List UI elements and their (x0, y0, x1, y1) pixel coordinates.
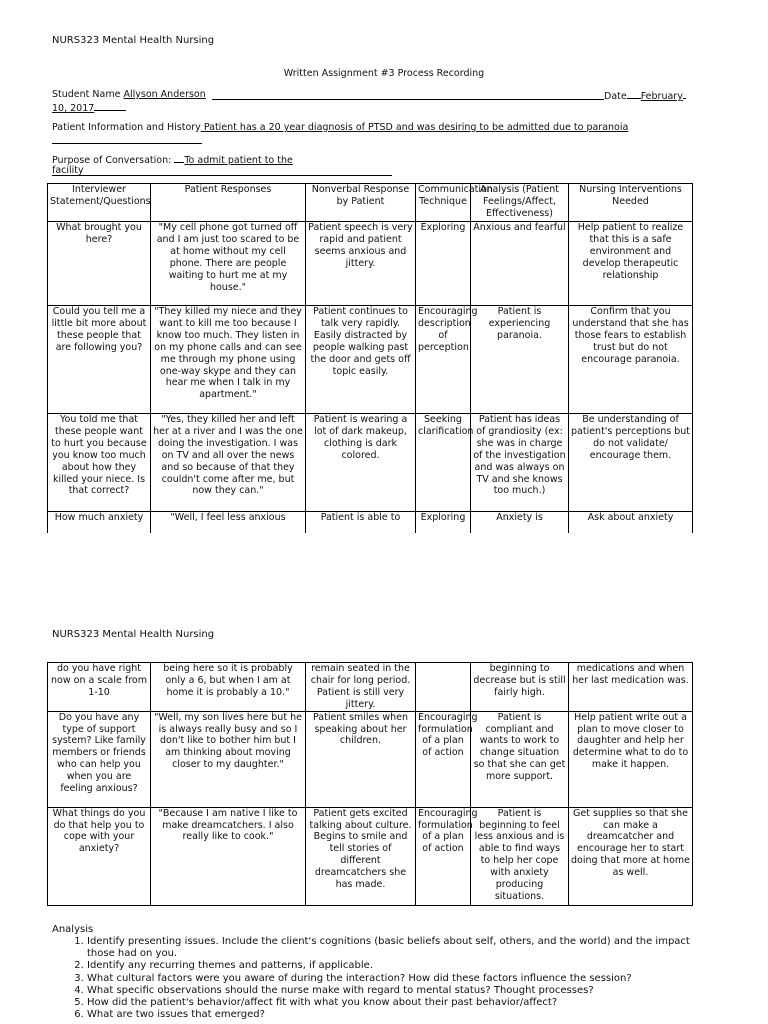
cell-interviewer: Do you have any type of support system? Like family members or friends who can help you when you are feeling anxious? (48, 711, 151, 807)
cell-patient-response: being here so it is probably only a 6, but when I am at home it is probably a 10." (151, 663, 306, 712)
cell-nonverbal: Patient gets excited talking about culture. Begins to smile and tell stories of different dreamcatchers she has made. (306, 807, 416, 905)
cell-analysis: Anxiety is (471, 512, 569, 542)
cell-intervention: Help patient write out a plan to move closer to daughter and help her determine what to do to make it happen. (569, 711, 693, 807)
cell-technique (416, 663, 471, 712)
cell-intervention: Help patient to realize that this is a safe environment and develop therapeutic relationship (569, 222, 693, 306)
table-header-row (48, 184, 693, 222)
cell-intervention: Be understanding of patient's perceptions but do not validate/ encourage them. (569, 414, 693, 512)
table-row (48, 807, 693, 905)
student-name-row (52, 89, 206, 100)
patient-info-value: Patient has a 20 year diagnosis of PTSD and was desiring to be admitted due to paranoia (200, 122, 629, 133)
cell-technique: Encouraging formulation of a plan of action (416, 807, 471, 905)
header-nonverbal: Nonverbal Response by Patient (306, 184, 416, 222)
cell-intervention: Ask about anxiety (569, 512, 693, 542)
cell-patient-response: "Well, I feel less anxious (151, 512, 306, 542)
analysis-item: 1. Identify presenting issues. Include the client's cognitions (basic beliefs about self, others, and the world) and the impact those had on you. (87, 936, 692, 960)
cell-nonverbal: Patient is able to (306, 512, 416, 542)
cell-intervention: Confirm that you understand that she has those fears to establish trust but do not encourage paranoia. (569, 306, 693, 414)
patient-info-underline (52, 143, 202, 144)
student-name-underline (212, 99, 604, 100)
table-row (48, 663, 693, 712)
cell-interviewer: How much anxiety (48, 512, 151, 542)
cell-analysis: Patient is experiencing paranoia. (471, 306, 569, 414)
date-row (604, 89, 686, 102)
header-patient-responses: Patient Responses (151, 184, 306, 222)
analysis-item: 5. How did the patient's behavior/affect fit with what you know about their past behavior/affect? (87, 997, 692, 1009)
header-technique: Communication Technique (416, 184, 471, 222)
table-row (48, 711, 693, 807)
cell-nonverbal: Patient continues to talk very rapidly. Easily distracted by people walking past the door and gets off topic easily. (306, 306, 416, 414)
cell-technique: Exploring (416, 222, 471, 306)
table-row (48, 414, 693, 512)
analysis-heading: Analysis (52, 924, 94, 935)
course-title: NURS323 Mental Health Nursing (52, 35, 215, 46)
cell-interviewer: do you have right now on a scale from 1-10 (48, 663, 151, 712)
cell-patient-response: "My cell phone got turned off and I am just too scared to be at home without my cell phone. There are people waiting to hurt me at my house." (151, 222, 306, 306)
cell-nonverbal: remain seated in the chair for long period. Patient is still very jittery. (306, 663, 416, 712)
cell-analysis: Anxious and fearful (471, 222, 569, 306)
cell-interviewer: What things do you do that help you to cope with your anxiety? (48, 807, 151, 905)
purpose-row (52, 153, 293, 166)
purpose-value-line2: facility (52, 165, 84, 176)
cell-technique: Seeking clarification (416, 414, 471, 512)
date-value-line1: February (640, 91, 683, 102)
analysis-list-container (52, 936, 692, 1021)
cell-analysis: Patient has ideas of grandiosity (ex: she was in charge of the investigation and was always on TV and she knows too much.) (471, 414, 569, 512)
cell-intervention: medications and when her last medication was. (569, 663, 693, 712)
date-row-2 (52, 101, 126, 114)
cell-patient-response: "Because I am native I like to make dreamcatchers. I also really like to cook." (151, 807, 306, 905)
date-value-line2: 10, 2017 (52, 103, 95, 114)
analysis-item: 2. Identify any recurring themes and patterns, if applicable. (87, 960, 692, 972)
cell-nonverbal: Patient speech is very rapid and patient seems anxious and jittery. (306, 222, 416, 306)
cell-nonverbal: Patient smiles when speaking about her children. (306, 711, 416, 807)
cell-analysis: beginning to decrease but is still fairly high. (471, 663, 569, 712)
patient-info-row (52, 122, 628, 133)
cell-patient-response: "They killed my niece and they want to kill me too because I know too much. They listen in on my phone calls and can see me through my phone using one-way skype and they can hear me when I talk in my apartment." (151, 306, 306, 414)
cell-nonverbal: Patient is wearing a lot of dark makeup, clothing is dark colored. (306, 414, 416, 512)
cell-technique: Encouraging formulation of a plan of action (416, 711, 471, 807)
cell-analysis: Patient is compliant and wants to work to change situation so that she can get more support. (471, 711, 569, 807)
purpose-value-line1: To admit patient to the (184, 155, 293, 166)
purpose-underline (52, 175, 392, 176)
process-recording-table-page2 (47, 662, 693, 906)
purpose-label: Purpose of Conversation: (52, 155, 175, 166)
student-name-label: Student Name (52, 89, 124, 100)
cell-patient-response: "Well, my son lives here but he is always really busy and so I don't like to bother him but I am thinking about moving closer to my daughter." (151, 711, 306, 807)
header-interventions: Nursing Interventions Needed (569, 184, 693, 222)
cell-interviewer: Could you tell me a little bit more about these people that are following you? (48, 306, 151, 414)
cell-analysis: Patient is beginning to feel less anxious and is able to find ways to help her cope with anxiety producing situations. (471, 807, 569, 905)
process-recording-table-page1 (47, 183, 693, 542)
cell-patient-response: "Yes, they killed her and left her at a river and I was the one doing the investigation. I was on TV and all over the news and so because of that they couldn't come after me, but now they can." (151, 414, 306, 512)
table-row (48, 306, 693, 414)
assignment-title: Written Assignment #3 Process Recording (283, 68, 485, 79)
header-analysis: Analysis (Patient Feelings/Affect, Effectiveness) (471, 184, 569, 222)
cell-interviewer: You told me that these people want to hurt you because you know too much about how they killed your niece. Is that correct? (48, 414, 151, 512)
course-title-page2: NURS323 Mental Health Nursing (52, 629, 215, 640)
page-break (0, 533, 768, 621)
analysis-list (52, 936, 692, 1021)
analysis-item: 3. What cultural factors were you aware of during the interaction? How did these factors influence the session? (87, 973, 692, 985)
analysis-item: 6. What are two issues that emerged? (87, 1009, 692, 1021)
cell-intervention: Get supplies so that she can make a dreamcatcher and encourage her to start doing that more at home as well. (569, 807, 693, 905)
student-name-value: Allyson Anderson (123, 89, 206, 100)
cell-technique: Exploring (416, 512, 471, 542)
header-interviewer: Interviewer Statement/Questions (48, 184, 151, 222)
date-label: Date (604, 91, 627, 102)
patient-info-label: Patient Information and History (52, 122, 201, 133)
cell-interviewer: What brought you here? (48, 222, 151, 306)
table-row (48, 222, 693, 306)
analysis-item: 4. What specific observations should the nurse make with regard to mental status? Thought processes? (87, 985, 692, 997)
cell-technique: Encouraging description of perception (416, 306, 471, 414)
